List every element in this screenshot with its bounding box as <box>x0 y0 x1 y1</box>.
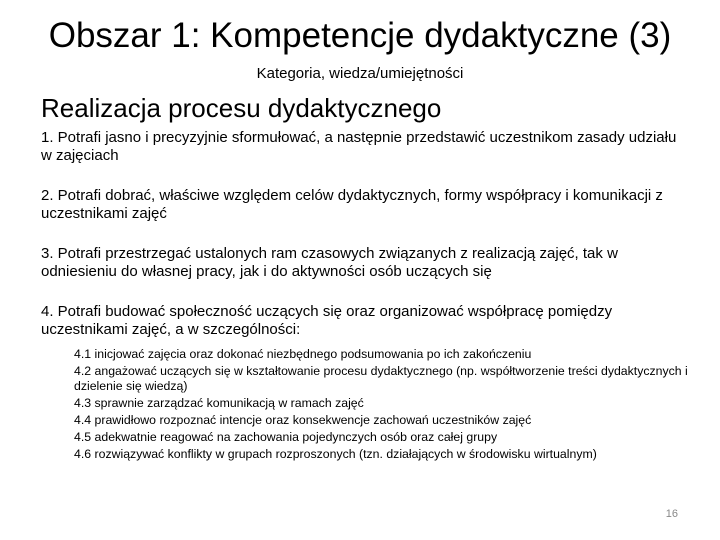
page-number: 16 <box>665 508 678 520</box>
competency-subpoint: 4.3 sprawnie zarządzać komunikacją w ramach zajęć <box>74 396 364 410</box>
competency-point-2: 2. Potrafi dobrać, właściwe względem celów dydaktycznych, formy współpracy i komunikacji z uczestnikami zajęć <box>41 187 663 222</box>
competency-point-1: 1. Potrafi jasno i precyzyjnie sformułować, a następnie przedstawić uczestnikom zasady udziału w zajęciach <box>41 129 677 164</box>
competency-point-3: 3. Potrafi przestrzegać ustalonych ram czasowych związanych z realizacją zajęć, tak w odniesieniu do własnej pracy, jak i do aktywności osób uczących się <box>41 245 618 280</box>
competency-subpoint: 4.6 rozwiązywać konflikty w grupach rozproszonych (tzn. działających w środowisku wirtualnym) <box>74 447 597 461</box>
competency-subpoint: 4.5 adekwatnie reagować na zachowania pojedynczych osób oraz całej grupy <box>74 430 498 444</box>
competency-subpoint: 4.1 inicjować zajęcia oraz dokonać niezbędnego podsumowania po ich zakończeniu <box>74 347 532 361</box>
slide-content <box>41 129 691 464</box>
section-heading: Realizacja procesu dydaktycznego <box>41 93 442 123</box>
competency-subpoint: 4.4 prawidłowo rozpoznać intencje oraz konsekwencje zachowań uczestników zajęć <box>74 413 532 427</box>
slide-title: Obszar 1: Kompetencje dydaktyczne (3) <box>48 16 672 55</box>
competency-subpoint-list <box>74 347 691 462</box>
competency-subpoint: 4.2 angażować uczących się w kształtowanie procesu dydaktycznego (np. współtworzenie treści dydaktycznych i dzielenie się wiedzą) <box>74 364 688 393</box>
competency-point-4: 4. Potrafi budować społeczność uczących się oraz organizować współpracę pomiędzy uczestnikami zajęć, a w szczególności: <box>41 303 613 338</box>
slide-subtitle: Kategoria, wiedza/umiejętności <box>256 65 464 82</box>
